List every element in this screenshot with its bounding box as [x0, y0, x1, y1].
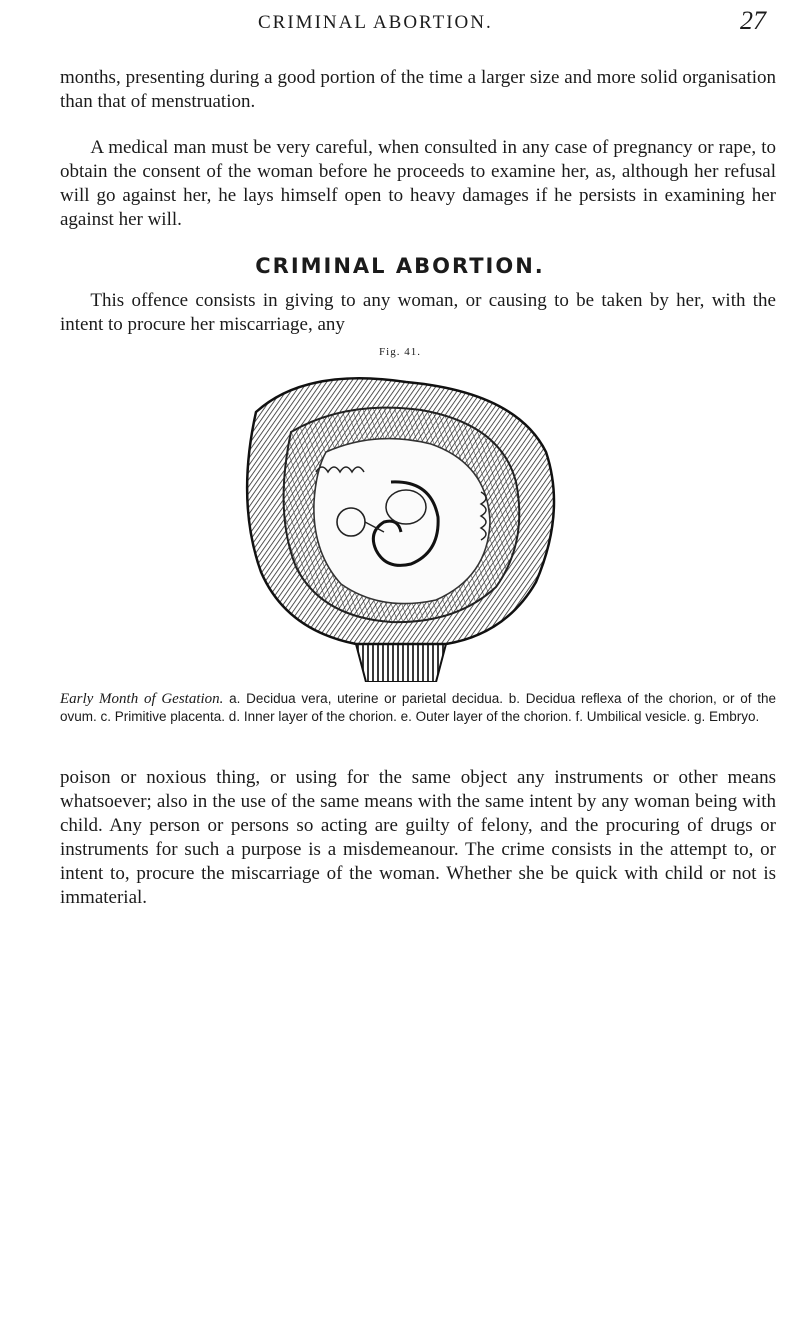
- paragraph-medical-consent: A medical man must be very careful, when consulted in any case of pregnancy or rape, to obtain the consent of the woman before he proceeds to examine her, as, although her refusal will go against her, he lays himself open to heavy damages if he persists in examining her against her will.: [60, 137, 776, 230]
- paragraph-offence-continued: poison or noxious thing, or using for the same object any instruments or other means whatsoever; also in the use of the same means with the same intent by any woman being with child. Any person or persons so acting are guilty of felony, and the procuring of drugs or instruments for such a purpose is a misdemeanour. The crime consists in the attempt to, or intent to, procure the miscarriage of the woman. Whether she be quick with child or not is immaterial.: [60, 767, 776, 908]
- paragraph-continuation: months, presenting during a good portion of the time a larger size and more solid organisation than that of menstruation.: [60, 67, 776, 112]
- paragraph-offence-definition: This offence consists in giving to any woman, or causing to be taken by her, with the intent to procure her miscarriage, any: [60, 290, 776, 335]
- caption-text: a. Decidua vera, uterine or parietal decidua. b. Decidua reflexa of the chorion, or of the ovum. c. Primitive placenta. d. Inner layer of the chorion. e. Outer layer of the chorion. f. Umbilical vesicle. g. Embryo.: [60, 691, 776, 724]
- section-heading: CRIMINAL ABORTION.: [255, 254, 545, 278]
- figure-caption: [60, 690, 776, 726]
- page-number: 27: [740, 6, 766, 35]
- page-header: [0, 6, 800, 42]
- running-head: CRIMINAL ABORTION.: [258, 12, 493, 33]
- gestation-engraving: [216, 372, 580, 682]
- gestation-illustration: [216, 372, 580, 682]
- figure-label: Fig. 41.: [379, 346, 421, 358]
- caption-title: Early Month of Gestation.: [60, 691, 224, 707]
